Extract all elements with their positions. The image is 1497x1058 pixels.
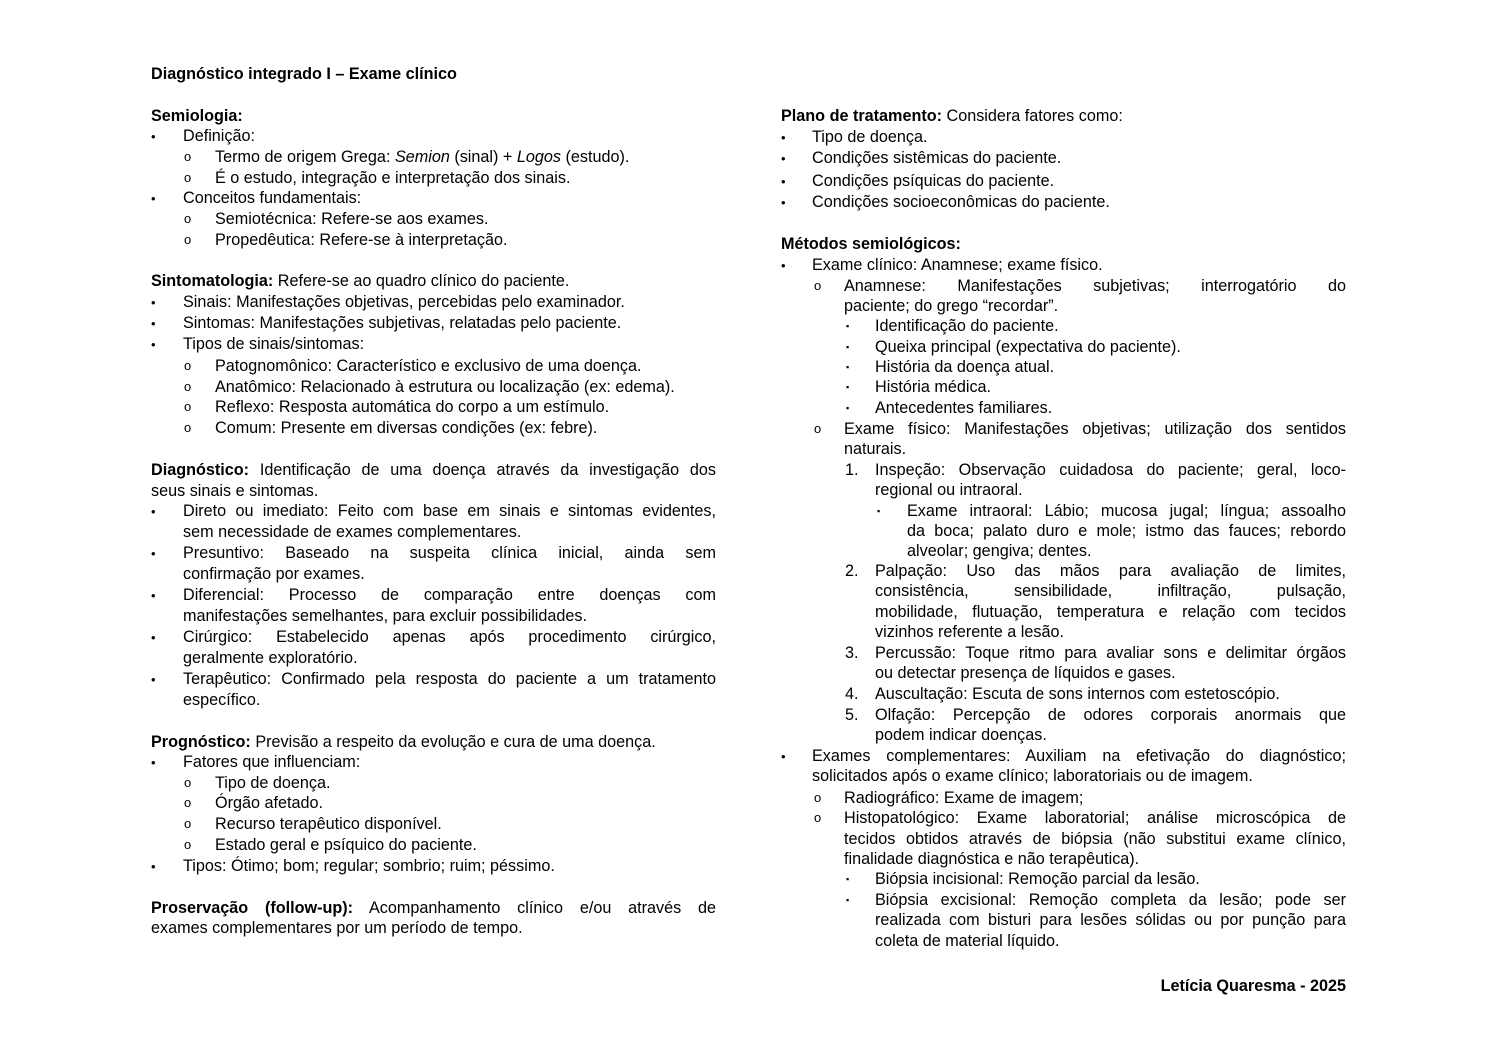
circle-bullet-icon: o bbox=[814, 810, 822, 825]
numbered-item: Auscultação: Escuta de sons internos com estetoscópio. bbox=[875, 685, 1280, 703]
square-bullet-icon: ▪ bbox=[846, 362, 850, 372]
list-item: Direto ou imediato: Feito com base em sinais e sintomas evidentes, bbox=[183, 502, 716, 520]
circle-bullet-icon: o bbox=[814, 421, 822, 436]
bullet-icon: • bbox=[781, 195, 786, 210]
list-item: Radiográfico: Exame de imagem; bbox=[844, 789, 1084, 807]
bullet-icon: • bbox=[151, 504, 156, 519]
list-item-cont: sem necessidade de exames complementares. bbox=[183, 523, 522, 541]
list-item: Exame clínico: Anamnese; exame físico. bbox=[812, 256, 1103, 274]
number-marker: 1. bbox=[845, 461, 859, 479]
bullet-icon: • bbox=[151, 672, 156, 687]
list-item: Queixa principal (expectativa do paciente). bbox=[875, 338, 1181, 356]
circle-bullet-icon: o bbox=[184, 170, 192, 185]
numbered-item: Olfação: Percepção de odores corporais anormais que bbox=[875, 706, 1346, 724]
list-item: Sinais: Manifestações objetivas, percebidas pelo examinador. bbox=[183, 293, 625, 311]
square-bullet-icon: ▪ bbox=[846, 874, 850, 884]
bullet-icon: • bbox=[151, 316, 156, 331]
list-item: Patognomônico: Característico e exclusivo de uma doença. bbox=[215, 357, 642, 375]
list-item-cont: alveolar; gengiva; dentes. bbox=[907, 542, 1092, 560]
heading-metodos: Métodos semiológicos: bbox=[781, 235, 961, 253]
bullet-icon: • bbox=[151, 295, 156, 310]
circle-bullet-icon: o bbox=[184, 358, 192, 373]
list-item: Presuntivo: Baseado na suspeita clínica inicial, ainda sem bbox=[183, 544, 716, 562]
list-item: Anatômico: Relacionado à estrutura ou localização (ex: edema). bbox=[215, 378, 675, 396]
circle-bullet-icon: o bbox=[184, 837, 192, 852]
list-item-cont: naturais. bbox=[844, 440, 907, 458]
list-item: Histopatológico: Exame laboratorial; análise microscópica de bbox=[844, 809, 1346, 827]
square-bullet-icon: ▪ bbox=[846, 342, 850, 352]
list-item: Condições psíquicas do paciente. bbox=[812, 172, 1055, 190]
number-marker: 4. bbox=[845, 685, 859, 703]
list-item: Condições socioeconômicas do paciente. bbox=[812, 193, 1110, 211]
list-item: Terapêutico: Confirmado pela resposta do paciente a um tratamento bbox=[183, 670, 716, 688]
list-item: Fatores que influenciam: bbox=[183, 753, 361, 771]
bullet-icon: • bbox=[151, 546, 156, 561]
list-item: Estado geral e psíquico do paciente. bbox=[215, 836, 477, 854]
heading-prognostico: Prognóstico: bbox=[151, 733, 251, 751]
numbered-item: Palpação: Uso das mãos para avaliação de limites, bbox=[875, 562, 1346, 580]
number-marker: 5. bbox=[845, 706, 859, 724]
numbered-item-cont: regional ou intraoral. bbox=[875, 481, 1023, 499]
list-item-cont: solicitados após o exame clínico; laboratoriais ou de imagem. bbox=[812, 767, 1253, 785]
list-item: Recurso terapêutico disponível. bbox=[215, 815, 442, 833]
list-item: Diferencial: Processo de comparação entre doenças com bbox=[183, 586, 716, 604]
heading-proservacao: Proservação (follow-up): bbox=[151, 899, 354, 917]
numbered-item-cont: ou detectar presença de líquidos e gases. bbox=[875, 664, 1176, 682]
number-marker: 3. bbox=[845, 644, 859, 662]
numbered-item-cont: vizinhos referente a lesão. bbox=[875, 623, 1064, 641]
heading-plano: Plano de tratamento: bbox=[781, 107, 942, 125]
paragraph-cont: exames complementares por um período de tempo. bbox=[151, 919, 523, 937]
list-item: Tipos de sinais/sintomas: bbox=[183, 335, 365, 353]
heading-diagnostico: Diagnóstico: bbox=[151, 461, 250, 479]
list-item: Identificação do paciente. bbox=[875, 317, 1059, 335]
list-item: Exame intraoral: Lábio; mucosa jugal; língua; assoalho bbox=[907, 502, 1346, 520]
bullet-icon: • bbox=[151, 129, 156, 144]
circle-bullet-icon: o bbox=[184, 232, 192, 247]
list-item: Condições sistêmicas do paciente. bbox=[812, 149, 1062, 167]
circle-bullet-icon: o bbox=[184, 149, 192, 164]
circle-bullet-icon: o bbox=[184, 379, 192, 394]
list-item: Termo de origem Grega: Semion (sinal) + Logos (estudo). bbox=[215, 148, 630, 166]
list-item: É o estudo, integração e interpretação dos sinais. bbox=[215, 169, 571, 187]
circle-bullet-icon: o bbox=[184, 816, 192, 831]
numbered-item: Inspeção: Observação cuidadosa do paciente; geral, loco- bbox=[875, 461, 1346, 479]
list-item-cont: realizada com bisturi para lesões sólidas ou por punção para bbox=[875, 911, 1346, 929]
list-item-cont: tecidos obtidos através de biópsia (não substitui exame clínico, bbox=[844, 830, 1346, 848]
bullet-icon: • bbox=[151, 755, 156, 770]
list-item: Comum: Presente em diversas condições (ex: febre). bbox=[215, 419, 598, 437]
bullet-icon: • bbox=[151, 588, 156, 603]
list-item-cont: da boca; palato duro e mole; istmo das fauces; rebordo bbox=[907, 522, 1346, 540]
bullet-icon: • bbox=[781, 130, 786, 145]
list-item: Conceitos fundamentais: bbox=[183, 189, 362, 207]
list-item: Propedêutica: Refere-se à interpretação. bbox=[215, 231, 508, 249]
circle-bullet-icon: o bbox=[184, 399, 192, 414]
list-item: Semiotécnica: Refere-se aos exames. bbox=[215, 210, 489, 228]
square-bullet-icon: ▪ bbox=[846, 382, 850, 392]
list-item: Biópsia incisional: Remoção parcial da lesão. bbox=[875, 870, 1200, 888]
bullet-icon: • bbox=[151, 859, 156, 874]
list-item: Sintomas: Manifestações subjetivas, relatadas pelo paciente. bbox=[183, 314, 622, 332]
list-item-cont: coleta de material líquido. bbox=[875, 932, 1060, 950]
circle-bullet-icon: o bbox=[814, 790, 822, 805]
list-item: Biópsia excisional: Remoção completa da lesão; pode ser bbox=[875, 891, 1346, 909]
square-bullet-icon: ▪ bbox=[877, 506, 881, 516]
list-item: Tipo de doença. bbox=[215, 774, 331, 792]
footer-author: Letícia Quaresma - 2025 bbox=[1160, 977, 1346, 995]
bullet-icon: • bbox=[151, 191, 156, 206]
list-item-cont: finalidade diagnóstica e não terapêutica). bbox=[844, 850, 1140, 868]
list-item: Exame físico: Manifestações objetivas; utilização dos sentidos bbox=[844, 420, 1346, 438]
bullet-icon: • bbox=[781, 258, 786, 273]
list-item-cont: específico. bbox=[183, 691, 261, 709]
paragraph: Plano de tratamento: Considera fatores como: bbox=[781, 107, 1123, 125]
square-bullet-icon: ▪ bbox=[846, 321, 850, 331]
paragraph: Diagnóstico: Identificação de uma doença através da investigação dos bbox=[151, 461, 716, 479]
list-item: Anamnese: Manifestações subjetivas; interrogatório do bbox=[844, 277, 1346, 295]
heading-semiologia: Semiologia: bbox=[151, 107, 243, 125]
list-item: Cirúrgico: Estabelecido apenas após procedimento cirúrgico, bbox=[183, 628, 716, 646]
list-item: Reflexo: Resposta automática do corpo a um estímulo. bbox=[215, 398, 610, 416]
list-item-cont: geralmente exploratório. bbox=[183, 649, 358, 667]
circle-bullet-icon: o bbox=[184, 775, 192, 790]
list-item-cont: paciente; do grego “recordar”. bbox=[844, 297, 1059, 315]
bullet-icon: • bbox=[151, 337, 156, 352]
numbered-item: Percussão: Toque ritmo para avaliar sons e delimitar órgãos bbox=[875, 644, 1346, 662]
list-item: Tipo de doença. bbox=[812, 128, 928, 146]
number-marker: 2. bbox=[845, 562, 859, 580]
circle-bullet-icon: o bbox=[814, 278, 822, 293]
square-bullet-icon: ▪ bbox=[846, 403, 850, 413]
list-item-cont: manifestações semelhantes, para excluir possibilidades. bbox=[183, 607, 587, 625]
list-item: História médica. bbox=[875, 378, 992, 396]
bullet-icon: • bbox=[781, 174, 786, 189]
document-title: Diagnóstico integrado I – Exame clínico bbox=[151, 65, 457, 83]
paragraph: Sintomatologia: Refere-se ao quadro clínico do paciente. bbox=[151, 272, 570, 290]
paragraph: Proservação (follow-up): Acompanhamento clínico e/ou através de bbox=[151, 899, 717, 917]
numbered-item-cont: mobilidade, flutuação, temperatura e relação com tecidos bbox=[875, 603, 1346, 621]
list-item: Definição: bbox=[183, 127, 255, 145]
list-item: Tipos: Ótimo; bom; regular; sombrio; ruim; péssimo. bbox=[183, 857, 555, 875]
heading-sintomatologia: Sintomatologia: bbox=[151, 272, 274, 290]
list-item: Órgão afetado. bbox=[215, 794, 323, 812]
list-item: Antecedentes familiares. bbox=[875, 399, 1053, 417]
bullet-icon: • bbox=[151, 630, 156, 645]
circle-bullet-icon: o bbox=[184, 420, 192, 435]
square-bullet-icon: ▪ bbox=[846, 895, 850, 905]
list-item: Exames complementares: Auxiliam na efetivação do diagnóstico; bbox=[812, 747, 1346, 765]
circle-bullet-icon: o bbox=[184, 211, 192, 226]
bullet-icon: • bbox=[781, 749, 786, 764]
numbered-item-cont: consistência, sensibilidade, infiltração, pulsação, bbox=[875, 582, 1346, 600]
list-item-cont: confirmação por exames. bbox=[183, 565, 365, 583]
bullet-icon: • bbox=[781, 151, 786, 166]
numbered-item-cont: podem indicar doenças. bbox=[875, 726, 1047, 744]
circle-bullet-icon: o bbox=[184, 795, 192, 810]
paragraph-cont: seus sinais e sintomas. bbox=[151, 482, 319, 500]
paragraph: Prognóstico: Previsão a respeito da evolução e cura de uma doença. bbox=[151, 733, 656, 751]
list-item: História da doença atual. bbox=[875, 358, 1055, 376]
